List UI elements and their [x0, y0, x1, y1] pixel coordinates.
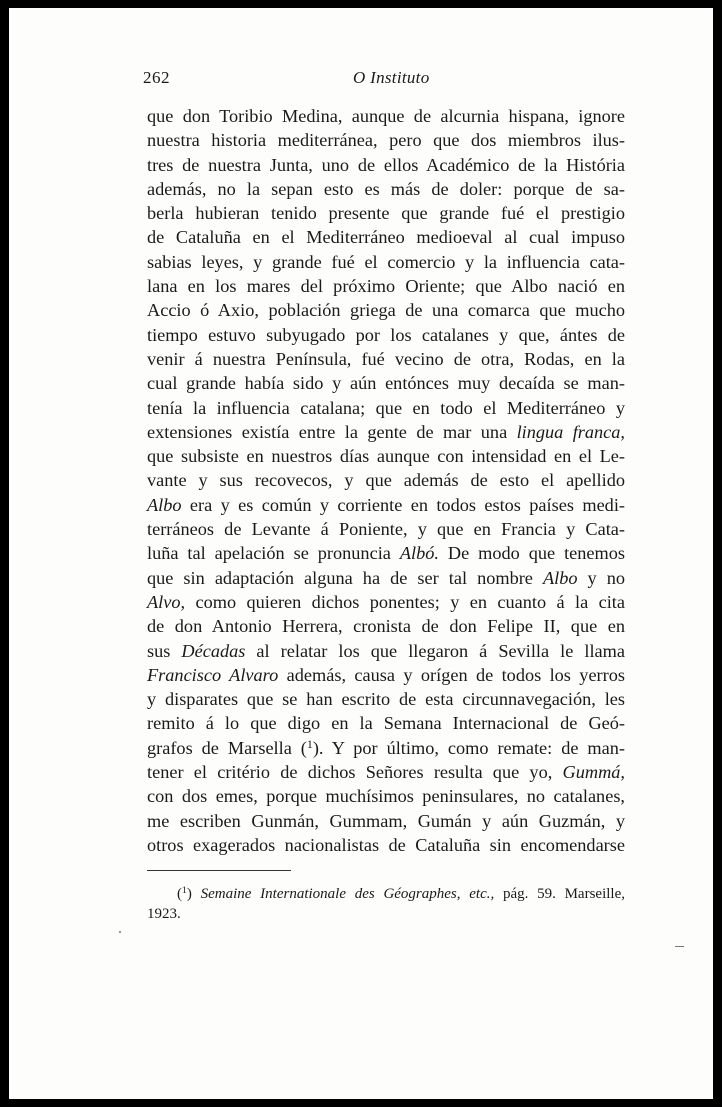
text-line: de don Antonio Herrera, cronista de don Felipe II, que en	[147, 616, 625, 637]
text-line: y disparates que se han escrito de esta circunnavegación, les	[147, 689, 625, 710]
footnote-line: 1923.	[147, 906, 181, 922]
text-line: extensiones existía entre la gente de mar una lingua franca,	[147, 421, 625, 442]
text-line: remito á lo que digo en la Semana Internacional de Geó-	[147, 713, 625, 734]
italic-term: Gummá,	[562, 762, 625, 783]
italic-term: lingua franca,	[516, 421, 625, 442]
text-line: que subsiste en nuestros días aunque con intensidad en el Le-	[147, 446, 625, 467]
text-line: venir á nuestra Península, fué vecino de otra, Rodas, en la	[147, 348, 625, 369]
text-line: Francisco Alvaro además, causa y orígen de todos los yerros	[147, 664, 625, 685]
text-line: tenía la influencia catalana; que en todo el Mediterráneo y	[147, 397, 625, 418]
text-line: terráneos de Levante á Poniente, y que en Francia y Cata-	[147, 519, 625, 540]
text-line: además, no la sepan esto es más de doler: porque de sa-	[147, 178, 625, 199]
text-line: otros exagerados nacionalistas de Cataluña sin encomendarse	[147, 834, 625, 855]
book-page	[9, 8, 713, 1099]
italic-term: Francisco Alvaro	[147, 664, 279, 685]
text-line: berla hubieran tenido presente que grande fué el prestigio	[147, 203, 625, 224]
text-line: Albo era y es común y corriente en todos estos países medi-	[147, 494, 625, 515]
paper-speck	[119, 931, 121, 933]
text-line: grafos de Marsella ($^1$). Y por último, como remate: de man-	[147, 736, 625, 758]
text-line: tres de nuestra Junta, uno de ellos Académico de la História	[147, 154, 625, 175]
page-number: 262	[143, 68, 170, 87]
italic-term: Albó.	[399, 543, 439, 564]
text-line: luña tal apelación se pronuncia Albó. De modo que tenemos	[147, 543, 625, 564]
page-header	[143, 68, 623, 94]
footnote-divider	[147, 870, 291, 871]
text-line: nuestra historia mediterránea, pero que dos miembros ilus-	[147, 130, 625, 151]
footnote-line: ($^1$) Semaine Internationale des Géographes, etc., pág. 59. Marseille,	[177, 885, 625, 902]
text-line: me escriben Gunmán, Gummam, Gumán y aún Guzmán, y	[147, 810, 625, 831]
footnote-title: Semaine Internationale des Géographes, etc.,	[200, 886, 495, 902]
text-line: que sin adaptación alguna ha de ser tal nombre Albo y no	[147, 567, 626, 588]
italic-term: Décadas	[181, 640, 246, 661]
running-title: O Instituto	[353, 68, 430, 87]
text-line: con dos emes, porque muchísimos peninsulares, no catalanes,	[147, 786, 625, 807]
text-line: que don Toribio Medina, aunque de alcurnia hispana, ignore	[147, 106, 625, 126]
body-text	[147, 104, 625, 857]
italic-term: Alvo,	[147, 591, 186, 612]
italic-term: Albo	[147, 494, 182, 515]
text-line: vante y sus recovecos, y que además de esto el apellido	[147, 470, 625, 491]
footnote	[147, 884, 625, 924]
footnote-marker: 1	[182, 885, 187, 897]
text-line: Accio ó Axio, población griega de una comarca que mucho	[147, 300, 625, 321]
italic-term: Albo	[542, 567, 578, 588]
footnote-ref: 1	[306, 736, 313, 751]
paper-speck	[675, 946, 684, 947]
text-line: tiempo estuvo subyugado por los catalanes y que, ántes de	[147, 324, 625, 345]
text-line: Alvo, como quieren dichos ponentes; y en cuanto á la cita	[147, 591, 625, 612]
text-line: lana en los mares del próximo Oriente; que Albo nació en	[147, 276, 625, 297]
text-line: tener el critério de dichos Señores resulta que yo, Gummá,	[147, 762, 625, 783]
text-line: cual grande había sido y aún entónces muy decaída se man-	[147, 373, 625, 394]
text-line: sabias leyes, y grande fué el comercio y la influencia cata-	[147, 251, 625, 272]
text-line: sus Décadas al relatar los que llegaron á Sevilla le llama	[147, 640, 625, 661]
text-line: de Cataluña en el Mediterráneo medioeval al cual impuso	[147, 227, 625, 248]
